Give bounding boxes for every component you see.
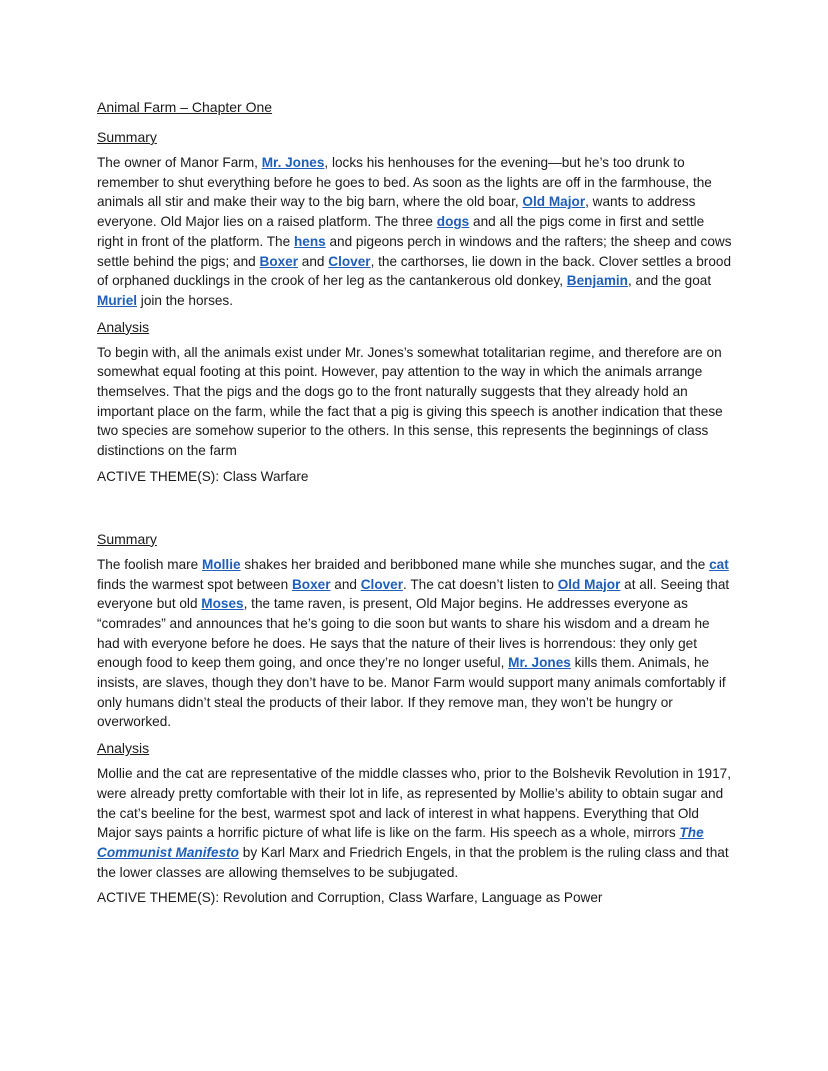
link-hens[interactable]: hens bbox=[293, 233, 326, 249]
link-communist-manifesto[interactable]: The Communist Manifesto bbox=[97, 825, 704, 860]
summary-heading-2: Summary bbox=[97, 530, 157, 547]
link-old-major[interactable]: Old Major bbox=[557, 576, 621, 592]
link-muriel[interactable]: Muriel bbox=[97, 292, 138, 308]
text-run: and all the pigs come in first and settle right in front of the platform. The bbox=[97, 214, 705, 249]
text-run: kills them. Animals, he insists, are slaves, though they don’t have to be. Manor Farm would support many animals comfortably if only humans didn’t steal the products of their labor. If they remove man, they won’t be hungry or overworked. bbox=[97, 655, 726, 730]
text-run: , the carthorses, lie down in the back. Clover settles a brood of orphaned ducklings in the crook of her leg as the cantankerous old donkey, bbox=[97, 253, 731, 289]
link-boxer[interactable]: Boxer bbox=[291, 576, 331, 592]
link-clover[interactable]: Clover bbox=[328, 253, 371, 269]
section-spacer bbox=[97, 487, 732, 529]
active-themes-1: ACTIVE THEME(S): Class Warfare bbox=[97, 468, 309, 484]
text-run: , locks his henhouses for the evening—but he’s too drunk to remember to shut everything before he goes to bed. As soon as the lights are off in the farmhouse, the animals all stir and make their way to the big barn, where the old boar, bbox=[97, 155, 712, 210]
text-run: , the tame raven, is present, Old Major begins. He addresses everyone as “comrades” and announces that he’s going to die soon but wants to share his wisdom and a dream he had with everyone before he does. He says that the nature of their lives is horrendous: they only get enough food to keep them going, and once they’re no longer useful, bbox=[97, 596, 710, 671]
link-clover[interactable]: Clover bbox=[360, 576, 404, 592]
text-run: The owner of Manor Farm, bbox=[97, 155, 262, 170]
link-mr-jones[interactable]: Mr. Jones bbox=[508, 655, 571, 671]
analysis-heading-2: Analysis bbox=[97, 740, 150, 757]
text-run: Mollie and the cat are representative of the middle classes who, prior to the Bolshevik Revolution in 1917, were already pretty comfortable with their lot in life, as represented by Mollie’s ability to obtain sugar and the cat’s beeline for the best, warmest spot and lack of interest in what happens. Everything that Old Major says paints a horrific picture of what life is like on the farm. His speech as a whole, mirrors bbox=[97, 766, 731, 841]
link-moses[interactable]: Moses bbox=[201, 596, 244, 612]
summary-paragraph-2 bbox=[97, 555, 733, 732]
link-mollie[interactable]: Mollie bbox=[202, 556, 241, 572]
text-run: . The cat doesn’t listen to bbox=[403, 576, 558, 592]
active-themes-2: ACTIVE THEME(S): Revolution and Corruption, Class Warfare, Language as Power bbox=[97, 890, 603, 906]
link-boxer[interactable]: Boxer bbox=[259, 253, 299, 269]
text-run: shakes her braided and beribboned mane while she munches sugar, and the bbox=[240, 556, 710, 572]
text-run: at all. Seeing that everyone but old bbox=[97, 576, 730, 612]
summary-heading-1: Summary bbox=[97, 129, 157, 145]
text-run: and bbox=[298, 253, 329, 269]
text-run: and bbox=[330, 576, 361, 592]
link-benjamin[interactable]: Benjamin bbox=[566, 273, 628, 289]
text-run: finds the warmest spot between bbox=[97, 576, 292, 592]
text-run: , wants to address everyone. Old Major lies on a raised platform. The three bbox=[97, 194, 696, 230]
text-run: join the horses. bbox=[137, 292, 233, 308]
link-old-major[interactable]: Old Major bbox=[522, 194, 586, 210]
analysis-paragraph-2 bbox=[97, 764, 733, 882]
analysis-paragraph-1: To begin with, all the animals exist under Mr. Jones’s somewhat totalitarian regime, and therefore are on somewhat equal footing at this point. However, pay attention to the way in which the animals arrange themselves. That the pigs and the dogs go to the front naturally suggests that they already hold an important place on the farm, while the fact that a pig is giving this speech is another indication that these two species are somehow superior to the others. In this sense, this represents the beginnings of class distinctions on the farm bbox=[97, 344, 723, 459]
text-run: , and the goat bbox=[627, 273, 712, 289]
text-run: The foolish mare bbox=[97, 556, 203, 572]
analysis-heading-1: Analysis bbox=[97, 318, 150, 335]
link-cat[interactable]: cat bbox=[709, 556, 729, 572]
text-run: and pigeons perch in windows and the rafters; the sheep and cows settle behind the pigs; and bbox=[97, 233, 732, 269]
text-run: by Karl Marx and Friedrich Engels, in that the problem is the ruling class and that the lower classes are allowing themselves to be subjugated. bbox=[97, 844, 729, 880]
link-mr-jones[interactable]: Mr. Jones bbox=[261, 155, 325, 170]
summary-paragraph-1 bbox=[97, 153, 733, 311]
document-title: Animal Farm – Chapter One bbox=[97, 99, 273, 115]
link-dogs[interactable]: dogs bbox=[436, 214, 470, 230]
